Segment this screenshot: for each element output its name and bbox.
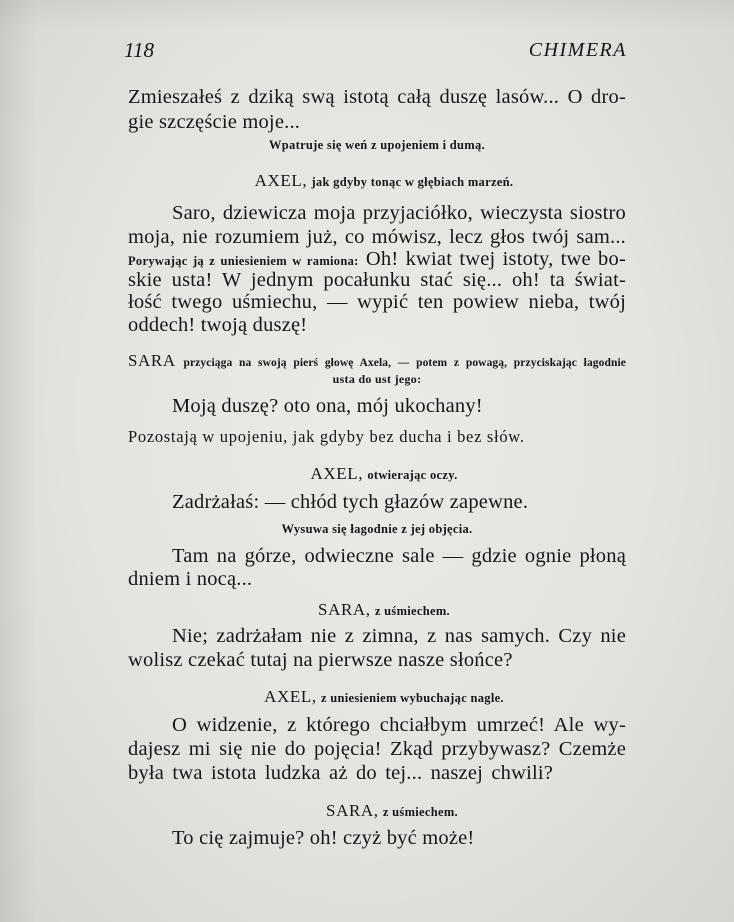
speaker-name: SARA <box>128 351 176 370</box>
dialogue-line: Nie; zadrżałam nie z zimna, z nas samych. Czy nie <box>172 625 626 647</box>
dialogue-line: To cię zajmuje? oh! czyż być może! <box>172 827 475 849</box>
speaker-name: SARA, <box>318 600 371 619</box>
dialogue-line: moja, nie rozumiem już, co mówisz, lecz głos twój sam... <box>128 226 626 248</box>
speaker-heading <box>128 462 626 487</box>
dialogue-line: oddech! twoją duszę! <box>128 314 308 336</box>
speaker-direction: z uśmiechem. <box>382 805 458 819</box>
speaker-heading <box>128 799 626 824</box>
speaker-direction: przyciąga na swoją pierś głowę Axela, — potem z powagą, przyciskając łagodnie <box>183 357 627 369</box>
dialogue-line: była twa istota ludzka aż do tej... naszej chwili? <box>128 762 554 784</box>
dialogue-line: O widzenie, z którego chciałbym umrzeć! Ale wy- <box>172 714 626 736</box>
inline-stage-direction: Porywając ją z uniesieniem w ramiona: <box>128 254 359 268</box>
dialogue-text: Oh! kwiat twej istoty, twe bo- <box>365 248 626 270</box>
speaker-name: AXEL, <box>264 687 317 706</box>
speaker-direction: z uśmiechem. <box>374 604 450 618</box>
stage-direction: Wpatruje się weń z upojeniem i dumą. <box>269 138 485 152</box>
dialogue-line: dniem i nocą... <box>128 568 253 590</box>
speaker-direction: z uniesieniem wybuchając nagle. <box>320 691 504 705</box>
speaker-heading <box>128 598 626 623</box>
dialogue-line: Tam na górze, odwieczne sale — gdzie ognie płoną <box>172 545 626 567</box>
dialogue-line: Zadrżałaś: — chłód tych głazów zapewne. <box>172 491 529 513</box>
dialogue-line: skie usta! W jednym pocałunku stać się... oh! ta świat- <box>128 269 626 291</box>
speaker-direction: jak gdyby tonąc w głębiach marzeń. <box>311 175 514 189</box>
stage-direction: Pozostają w upojeniu, jak gdyby bez ducha i bez słów. <box>128 427 525 446</box>
speaker-direction: otwierając oczy. <box>367 468 458 482</box>
speaker-name: SARA, <box>326 801 379 820</box>
dialogue-line: Saro, dziewicza moja przyjaciółko, wieczysta siostro <box>172 202 626 224</box>
speaker-name: AXEL, <box>254 171 308 190</box>
stage-direction: Wysuwa się łagodnie z jej objęcia. <box>281 522 473 536</box>
page-number: 118 <box>124 38 154 62</box>
speaker-heading <box>128 169 626 194</box>
dialogue-line: łość twego uśmiechu, — wypić ten powiew nieba, twój <box>128 291 626 313</box>
speaker-direction-continued: usta do ust jego: <box>332 372 422 386</box>
dialogue-line: Moją duszę? oto ona, mój ukochany! <box>172 395 483 417</box>
speaker-heading <box>128 685 626 710</box>
dialogue-line: Zmieszałeś z dziką swą istotą całą duszę lasów... O dro- <box>128 86 626 108</box>
dialogue-line: gie szczęście moje... <box>128 111 301 133</box>
running-title: CHIMERA <box>528 39 627 61</box>
dialogue-line: wolisz czekać tutaj na pierwsze nasze słońce? <box>128 649 513 671</box>
speaker-name: AXEL, <box>310 464 364 483</box>
dialogue-line: dajesz mi się nie do pojęcia! Zkąd przybywasz? Czemże <box>128 738 626 760</box>
